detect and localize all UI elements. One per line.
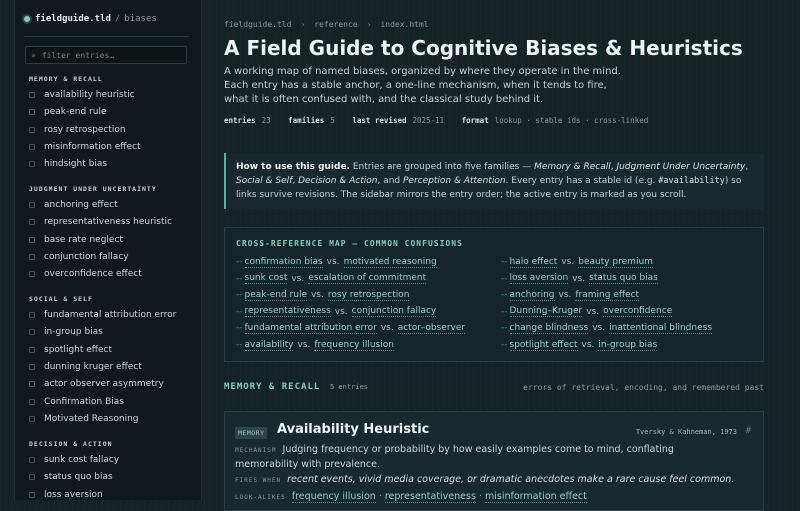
site-name: fieldguide.tld xyxy=(35,14,111,24)
lookalike-link[interactable]: representativeness xyxy=(384,491,476,502)
xref-vs: vs. xyxy=(334,306,348,317)
dash-icon: -- xyxy=(501,306,508,317)
sidebar-item-label: spotlight effect xyxy=(44,344,112,355)
sidebar-item-label: loss aversion xyxy=(44,489,103,500)
xref-vs: vs. xyxy=(558,290,572,301)
callout-lead: How to use this guide. xyxy=(236,162,350,172)
sidebar-item[interactable] xyxy=(29,376,164,392)
sidebar-item-label: status quo bias xyxy=(44,472,113,483)
sidebar-item[interactable] xyxy=(29,214,172,230)
sidebar-item[interactable] xyxy=(29,452,119,468)
xref-pair xyxy=(501,321,712,335)
sidebar-item-label: overconfidence effect xyxy=(44,269,142,280)
xref-link[interactable]: conjunction fallacy xyxy=(351,306,437,317)
sidebar-section-label: DECISION & ACTION xyxy=(29,440,113,448)
status-dot-icon xyxy=(24,16,30,22)
bullet-icon xyxy=(29,254,35,260)
xref-link[interactable]: anchoring xyxy=(509,289,555,300)
xref-link[interactable]: escalation of commitment xyxy=(308,273,427,284)
family-description: errors of retrieval, encoding, and remembered past xyxy=(523,383,764,392)
xref-title: CROSS-REFERENCE MAP — COMMON CONFUSIONS xyxy=(236,239,463,248)
sidebar-item[interactable] xyxy=(29,342,112,358)
page-meta xyxy=(224,116,661,125)
callout-text: , xyxy=(610,162,617,172)
sidebar-item[interactable] xyxy=(29,307,176,323)
xref-link[interactable]: Dunning–Kruger xyxy=(509,306,583,317)
lookalike-link[interactable]: frequency illusion xyxy=(291,491,376,502)
xref-link[interactable]: confirmation bias xyxy=(244,256,323,267)
sidebar-item-label: Confirmation Bias xyxy=(44,396,124,407)
bullet-icon xyxy=(29,312,35,318)
xref-link[interactable]: halo effect xyxy=(509,256,558,267)
dash-icon: -- xyxy=(501,323,508,334)
callout-text: , xyxy=(745,162,749,172)
meta-value: 5 xyxy=(330,116,335,125)
dash-icon: -- xyxy=(236,323,243,334)
dash-icon: -- xyxy=(236,306,243,317)
sidebar-item[interactable] xyxy=(29,87,135,103)
sidebar-item-label: Motivated Reasoning xyxy=(44,413,139,424)
page-lede xyxy=(224,65,654,107)
sidebar-item-label: dunning kruger effect xyxy=(44,361,142,372)
xref-vs: vs. xyxy=(380,323,394,334)
xref-link[interactable]: motivated reasoning xyxy=(343,256,437,267)
xref-vs: vs. xyxy=(326,257,340,267)
bullet-icon xyxy=(29,109,35,115)
family-name: Judgment Under Uncertainty xyxy=(616,162,746,172)
fires-text: recent events, vivid media coverage, or dramatic anecdotes make a rare cause feel common. xyxy=(287,474,735,485)
meta-value: 2025-11 xyxy=(412,116,445,125)
xref-link[interactable]: beauty premium xyxy=(578,256,653,267)
xref-vs: vs. xyxy=(572,273,586,284)
xref-vs: vs. xyxy=(291,273,305,284)
bullet-icon xyxy=(29,381,35,387)
xref-pair xyxy=(236,338,394,352)
sidebar-item-label: actor observer asymmetry xyxy=(44,379,164,390)
bullet-icon xyxy=(29,364,35,370)
lede-line: what it is often confused with, and the classical study behind it. xyxy=(224,94,544,105)
lede-line: A working map of named biases, organized by where they operate in the mind. xyxy=(224,66,621,77)
field-label: FIRES WHEN xyxy=(235,477,282,484)
sidebar-item[interactable] xyxy=(29,359,142,375)
callout-text: Entries are grouped into five families — xyxy=(349,162,535,172)
dash-icon: -- xyxy=(236,340,243,350)
page-title: A Field Guide to Cognitive Biases & Heuristics xyxy=(224,36,743,60)
xref-link[interactable]: framing effect xyxy=(575,289,640,300)
entry-citation: Tversky & Kahneman, 1973 xyxy=(635,428,737,436)
how-to-callout xyxy=(224,153,764,209)
family-name: Perception & Attention xyxy=(403,176,506,186)
breadcrumb-item[interactable]: index.html xyxy=(380,20,429,29)
bullet-icon xyxy=(29,92,35,98)
callout-text: . Every entry has a stable id (e.g. xyxy=(505,176,659,186)
entry-tag: MEMORY xyxy=(235,427,267,439)
xref-pair xyxy=(501,338,657,352)
xref-link[interactable]: rosy retrospection xyxy=(327,289,410,300)
sidebar-item[interactable] xyxy=(29,487,103,500)
dash-icon: -- xyxy=(501,257,508,267)
bullet-icon xyxy=(29,127,35,133)
field-label: LOOK-ALIKES xyxy=(235,494,286,501)
xref-link[interactable]: loss aversion xyxy=(509,273,569,284)
dash-icon: -- xyxy=(501,273,508,284)
xref-link[interactable]: peak-end rule xyxy=(244,289,307,300)
meta-key: families xyxy=(288,116,325,125)
xref-vs: vs. xyxy=(297,340,311,350)
xref-pair xyxy=(501,305,672,319)
anchor-example: #availability xyxy=(658,176,725,186)
bullet-icon xyxy=(29,144,35,150)
bullet-icon xyxy=(29,474,35,480)
lede-line: Each entry has a stable anchor, a one-line mechanism, when it tends to fire, xyxy=(224,80,607,91)
dash-icon: -- xyxy=(236,257,243,267)
bullet-icon xyxy=(29,202,35,208)
entry-lookalikes: LOOK-ALIKES frequency illusion · representativeness · misinformation effect xyxy=(235,491,587,502)
family-name: Memory & Recall xyxy=(534,162,611,172)
site-section: biases xyxy=(124,14,157,24)
xref-link[interactable]: frequency illusion xyxy=(314,339,394,350)
xref-link[interactable]: inattentional blindness xyxy=(609,322,713,333)
sidebar-divider xyxy=(24,36,189,37)
sidebar-item[interactable] xyxy=(29,324,103,340)
sidebar-item-label: anchoring effect xyxy=(44,200,118,210)
family-header xyxy=(224,382,764,394)
sidebar-item[interactable] xyxy=(29,122,126,138)
sidebar-section-label: JUDGMENT UNDER UNCERTAINTY xyxy=(29,185,157,193)
lookalike-link[interactable]: misinformation effect xyxy=(484,491,587,502)
sidebar-section-label: MEMORY & RECALL xyxy=(29,75,103,83)
xref-pair xyxy=(236,321,465,335)
xref-pair xyxy=(236,272,426,286)
breadcrumb-item[interactable]: reference xyxy=(314,20,358,29)
bullet-icon xyxy=(29,237,35,243)
sidebar-item-label: peak-end rule xyxy=(44,107,107,118)
meta-value: 23 xyxy=(261,116,271,125)
xref-vs: vs. xyxy=(581,340,595,350)
xref-link[interactable]: in-group bias xyxy=(598,339,658,350)
entry-mechanism xyxy=(235,443,735,472)
bullet-icon xyxy=(29,219,35,225)
brand[interactable] xyxy=(24,12,157,26)
bullet-icon xyxy=(29,492,35,498)
callout-text: , xyxy=(292,176,299,186)
xref-link[interactable]: status quo bias xyxy=(589,273,658,284)
xref-vs: vs. xyxy=(561,257,575,267)
bullet-icon xyxy=(29,329,35,335)
dash-icon: -- xyxy=(501,290,508,301)
family-count: 5 entries xyxy=(330,383,368,391)
bullet-icon xyxy=(29,416,35,422)
sidebar xyxy=(14,0,202,500)
sidebar-item-label: fundamental attribution error xyxy=(44,310,177,320)
family-name: Social & Self xyxy=(236,176,293,186)
xref-link[interactable]: spotlight effect xyxy=(509,339,578,350)
xref-link[interactable]: representativeness xyxy=(244,306,331,317)
xref-pair xyxy=(501,288,639,302)
sidebar-item-label: hindsight bias xyxy=(44,159,108,170)
anchor-link-icon[interactable]: # xyxy=(745,426,751,436)
dash-icon: -- xyxy=(501,340,508,350)
sidebar-item[interactable] xyxy=(29,156,107,172)
sidebar-item[interactable] xyxy=(29,394,124,410)
sidebar-item[interactable] xyxy=(29,104,106,120)
family-name: Decision & Action xyxy=(298,176,378,186)
xref-link[interactable]: change blindness xyxy=(509,322,589,333)
meta-value: lookup · stable ids · cross-linked xyxy=(494,116,649,125)
bullet-icon xyxy=(29,347,35,353)
xref-link[interactable]: sunk cost xyxy=(244,273,288,284)
sidebar-item-label: misinformation effect xyxy=(44,141,141,152)
bullet-icon xyxy=(29,271,35,277)
sidebar-item[interactable] xyxy=(29,469,113,485)
bullet-icon xyxy=(29,399,35,405)
sidebar-item[interactable] xyxy=(29,232,123,248)
sidebar-item-label: representativeness heuristic xyxy=(44,217,172,228)
mechanism-text: Judging frequency or probability by how easily examples come to mind, conflating memorability with prevalence. xyxy=(235,444,674,470)
sidebar-section-label: SOCIAL & SELF xyxy=(29,295,93,303)
sidebar-item-label: sunk cost fallacy xyxy=(44,455,120,465)
cross-reference-map xyxy=(224,227,764,362)
xref-link[interactable]: actor–observer xyxy=(397,322,466,333)
brand-separator: / xyxy=(114,14,121,24)
breadcrumb xyxy=(224,20,429,29)
sidebar-item[interactable] xyxy=(29,411,139,427)
xref-vs: vs. xyxy=(592,323,606,334)
xref-link[interactable]: overconfidence xyxy=(603,306,673,317)
xref-pair xyxy=(501,255,653,269)
family-title: MEMORY & RECALL xyxy=(224,382,321,392)
callout-text: , and xyxy=(377,176,403,186)
xref-link[interactable]: availability xyxy=(244,339,294,350)
callout-text: ) so links survive revisions. The sidebar mirrors the entry order; the active entry is marked as you scroll. xyxy=(236,176,742,200)
sidebar-item-label: rosy retrospection xyxy=(44,124,126,135)
xref-vs: vs. xyxy=(586,306,600,317)
meta-key: last revised xyxy=(352,116,407,125)
breadcrumb-separator: › xyxy=(300,20,306,29)
xref-link[interactable]: fundamental attribution error xyxy=(244,322,377,333)
meta-key: entries xyxy=(224,116,256,125)
sidebar-item-label: availability heuristic xyxy=(44,90,135,100)
entry-card xyxy=(224,411,764,511)
chevron-right-icon: » xyxy=(31,50,36,60)
breadcrumb-separator: › xyxy=(366,20,372,29)
sidebar-item-label: in-group bias xyxy=(44,327,103,338)
xref-pair xyxy=(236,305,436,319)
sidebar-item[interactable] xyxy=(29,197,118,213)
meta-key: format xyxy=(461,116,489,125)
sidebar-item-label: conjunction fallacy xyxy=(44,251,129,262)
sidebar-item-label: base rate neglect xyxy=(44,234,123,245)
sidebar-item[interactable] xyxy=(29,249,129,265)
field-label: MECHANISM xyxy=(235,447,277,454)
filter-input[interactable] xyxy=(42,51,172,60)
sidebar-item[interactable] xyxy=(29,266,142,282)
xref-pair xyxy=(236,255,437,269)
xref-pair xyxy=(501,272,658,286)
entry-title: Availability Heuristic xyxy=(277,422,430,437)
xref-pair xyxy=(236,288,409,302)
entry-fires-when xyxy=(235,474,734,485)
xref-vs: vs. xyxy=(310,290,324,301)
breadcrumb-item[interactable]: fieldguide.tld xyxy=(224,20,292,29)
sidebar-item[interactable] xyxy=(29,139,141,155)
dash-icon: -- xyxy=(236,290,243,301)
bullet-icon xyxy=(29,161,35,167)
filter-box[interactable] xyxy=(25,46,187,64)
dash-icon: -- xyxy=(236,273,243,284)
bullet-icon xyxy=(29,457,35,463)
